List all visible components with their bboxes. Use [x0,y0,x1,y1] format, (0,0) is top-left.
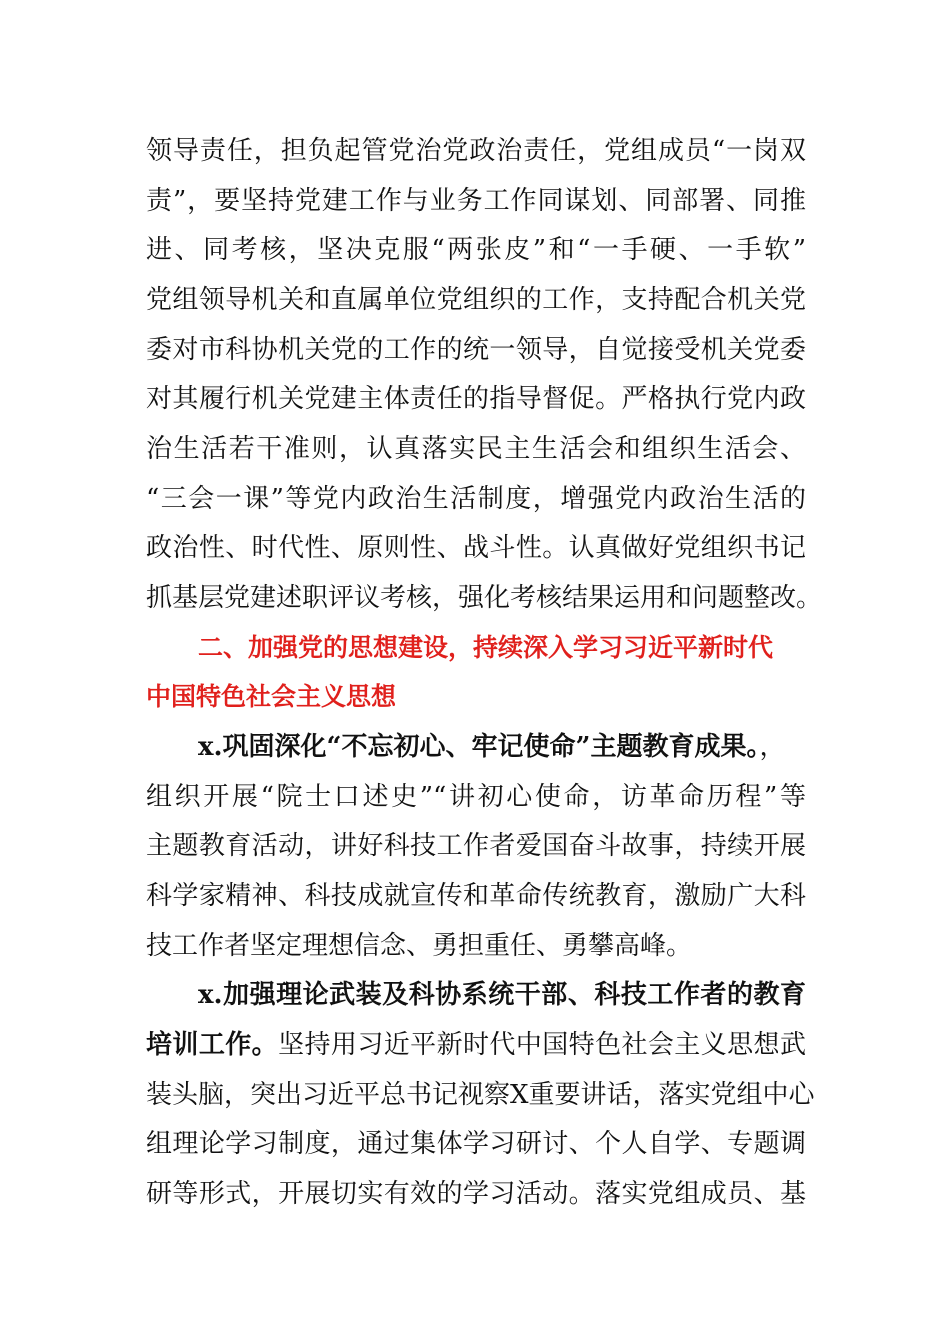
paragraph-line: 组理论学习制度，通过集体学习研讨、个人自学、专题调 [146,1129,806,1159]
paragraph-line: 主题教育活动，讲好科技工作者爱国奋斗故事，持续开展 [146,831,806,861]
paragraph-line [146,1028,806,1062]
item-title-punctuation: ， [759,732,786,762]
paragraph-line: 责”，要坚持党建工作与业务工作同谋划、同部署、同推 [146,186,806,216]
paragraph-line: 研等形式，开展切实有效的学习活动。落实党组成员、基 [146,1179,806,1209]
paragraph-line: 技工作者坚定理想信念、勇担重任、勇攀高峰。 [146,931,693,961]
item-title-continued: 培训工作。 [146,1030,279,1060]
paragraph-line: 装头脑，突出习近平总书记视察X重要讲话，落实党组中心 [146,1080,815,1110]
section-heading: 二、加强党的思想建设，持续深入学习习近平新时代 [198,633,774,662]
item-title: x.加强理论武装及科协系统干部、科技工作者的教育 [198,980,806,1010]
paragraph-line: 治生活若干准则，认真落实民主生活会和组织生活会、 [146,434,806,464]
paragraph-line: 组织开展“院士口述史”“讲初心使命，访革命历程”等 [146,782,806,812]
item-title-text: x.巩固深化“不忘初心、牢记使命”主题教育成果。 [198,732,760,762]
paragraph-line: 政治性、时代性、原则性、战斗性。认真做好党组织书记 [146,533,806,563]
paragraph-line: 党组领导机关和直属单位党组织的工作，支持配合机关党 [146,285,806,315]
item-text: 坚持用习近平新时代中国特色社会主义思想武 [278,1030,806,1060]
paragraph-line: 进、同考核，坚决克服“两张皮”和“一手硬、一手软” [146,235,806,265]
paragraph-line: 对其履行机关党建主体责任的指导督促。严格执行党内政 [146,384,806,414]
item-title [198,730,806,764]
paragraph-line: 委对市科协机关党的工作的统一领导，自觉接受机关党委 [146,335,806,365]
paragraph-line: 科学家精神、科技成就宣传和革命传统教育，激励广大科 [146,881,806,911]
section-heading-continued: 中国特色社会主义思想 [146,682,397,711]
paragraph-line: “三会一课”等党内政治生活制度，增强党内政治生活的 [146,484,806,514]
paragraph-line: 领导责任，担负起管党治党政治责任，党组成员“一岗双 [146,136,806,166]
paragraph-line: 抓基层党建述职评议考核，强化考核结果运用和问题整改。 [146,583,823,613]
